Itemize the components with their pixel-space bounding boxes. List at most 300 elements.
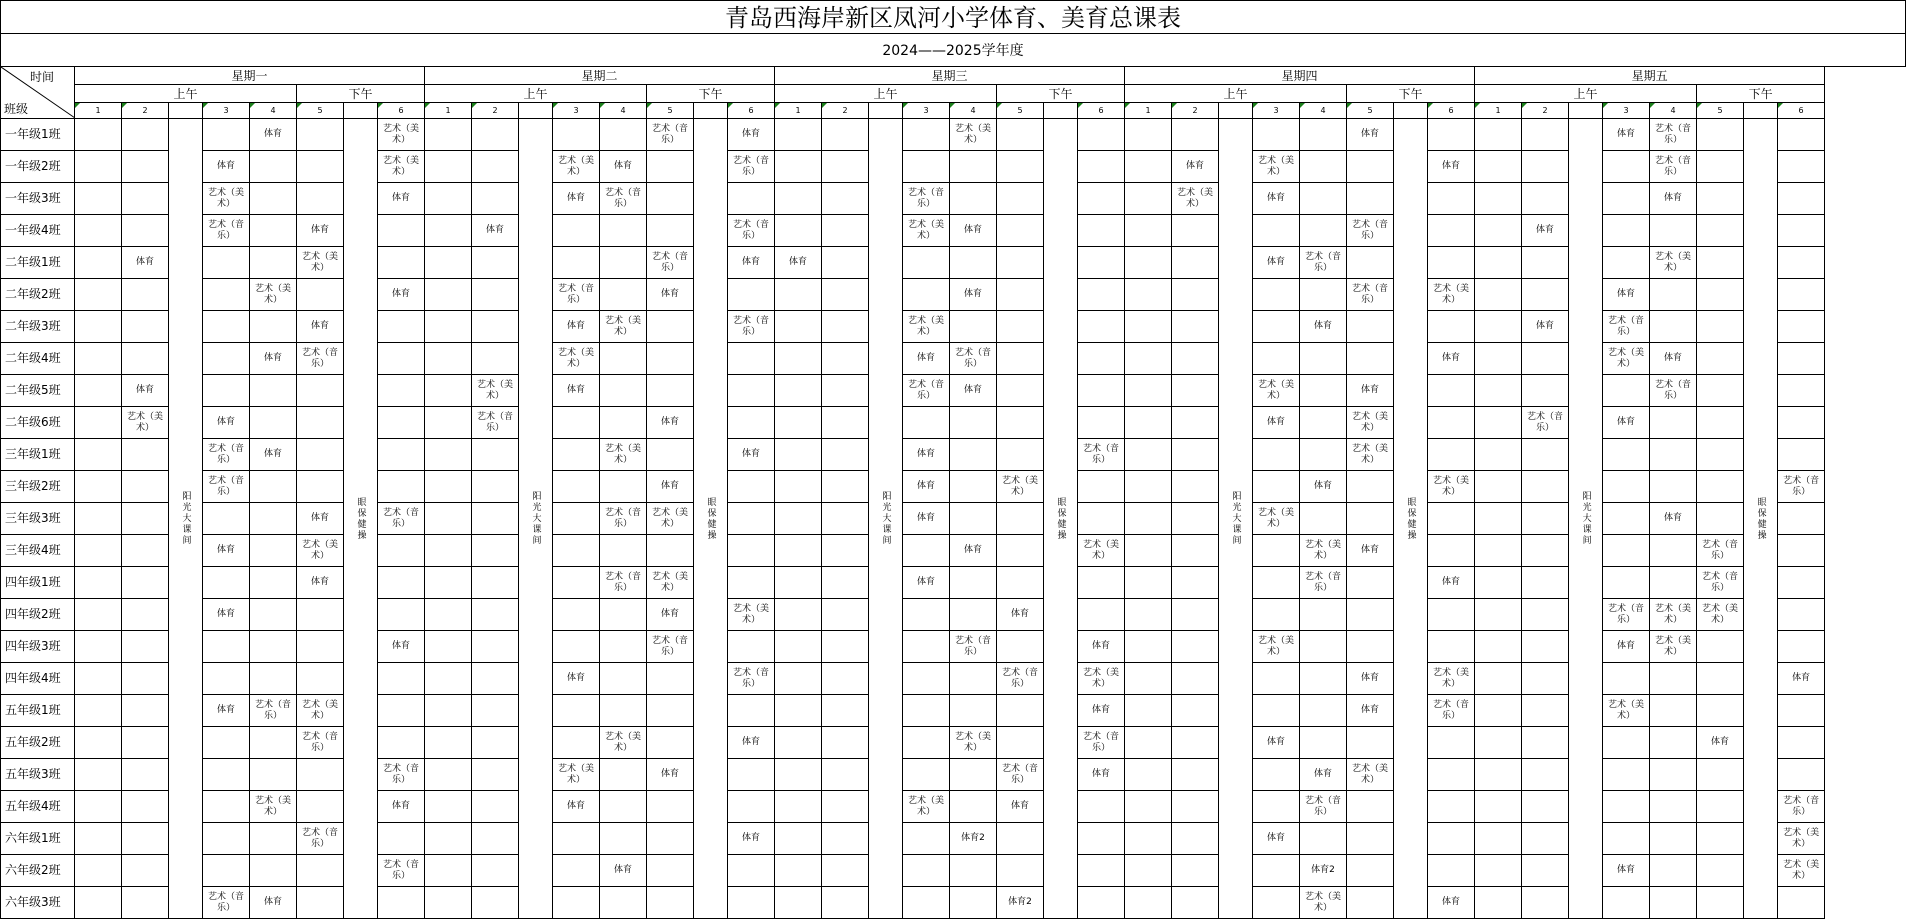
schedule-cell <box>425 119 472 151</box>
schedule-cell <box>1300 599 1347 631</box>
schedule-cell <box>425 887 472 919</box>
schedule-cell <box>903 151 950 183</box>
schedule-cell: 艺术（美术） <box>297 247 344 279</box>
schedule-cell <box>1078 567 1125 599</box>
schedule-cell: 艺术（美术） <box>1347 439 1394 471</box>
schedule-cell <box>1475 759 1522 791</box>
schedule-cell <box>1522 119 1569 151</box>
schedule-cell <box>950 311 997 343</box>
table-row <box>1 567 1825 599</box>
period-number: 5 <box>1697 103 1744 119</box>
schedule-cell <box>1347 791 1394 823</box>
schedule-cell <box>297 471 344 503</box>
schedule-cell <box>297 887 344 919</box>
schedule-cell: 艺术（美术） <box>1428 279 1475 311</box>
morning-break-label: 阳光大课间 <box>1580 491 1591 546</box>
schedule-cell <box>822 407 869 439</box>
schedule-cell <box>378 727 425 759</box>
table-row <box>1 215 1825 247</box>
schedule-cell: 艺术（美术） <box>1347 407 1394 439</box>
schedule-cell <box>1428 727 1475 759</box>
schedule-cell <box>1697 247 1744 279</box>
schedule-cell <box>553 887 600 919</box>
schedule-cell <box>1172 567 1219 599</box>
pm-header: 下午 <box>1697 85 1825 103</box>
schedule-cell <box>203 855 250 887</box>
schedule-cell <box>1428 119 1475 151</box>
eye-exercise-label: 眼保健操 <box>1055 496 1066 541</box>
schedule-cell: 体育 <box>728 727 775 759</box>
schedule-cell <box>1172 791 1219 823</box>
schedule-cell <box>1475 631 1522 663</box>
schedule-cell <box>472 311 519 343</box>
schedule-cell <box>378 215 425 247</box>
schedule-cell <box>1078 407 1125 439</box>
schedule-cell: 体育 <box>1697 727 1744 759</box>
schedule-cell <box>425 823 472 855</box>
schedule-cell <box>1125 215 1172 247</box>
schedule-cell <box>1603 375 1650 407</box>
schedule-cell <box>903 823 950 855</box>
schedule-cell <box>1253 855 1300 887</box>
schedule-cell <box>122 503 169 535</box>
schedule-cell <box>1475 279 1522 311</box>
schedule-cell <box>775 279 822 311</box>
schedule-cell <box>775 663 822 695</box>
schedule-cell: 艺术（美术） <box>903 311 950 343</box>
table-row <box>1 311 1825 343</box>
schedule-cell <box>1253 887 1300 919</box>
schedule-cell <box>75 343 122 375</box>
class-name: 一年级4班 <box>1 215 75 247</box>
schedule-cell <box>1603 439 1650 471</box>
schedule-cell <box>122 471 169 503</box>
schedule-cell <box>1697 823 1744 855</box>
schedule-cell <box>997 311 1044 343</box>
schedule-cell: 艺术（美术） <box>600 439 647 471</box>
schedule-cell <box>1603 183 1650 215</box>
schedule-cell: 体育 <box>203 535 250 567</box>
class-name: 一年级3班 <box>1 183 75 215</box>
schedule-cell <box>472 247 519 279</box>
schedule-cell: 体育 <box>250 119 297 151</box>
schedule-cell: 艺术（美术） <box>728 599 775 631</box>
schedule-cell: 体育 <box>250 343 297 375</box>
schedule-cell: 体育 <box>1603 407 1650 439</box>
schedule-cell <box>1650 855 1697 887</box>
schedule-cell <box>122 727 169 759</box>
schedule-cell <box>553 631 600 663</box>
schedule-cell: 艺术（音乐） <box>600 567 647 599</box>
schedule-cell <box>1650 311 1697 343</box>
schedule-cell <box>600 407 647 439</box>
class-name: 一年级1班 <box>1 119 75 151</box>
schedule-cell: 艺术（美术） <box>378 119 425 151</box>
schedule-cell <box>1603 887 1650 919</box>
schedule-cell: 体育 <box>203 599 250 631</box>
period-number: 5 <box>647 103 694 119</box>
schedule-cell <box>600 663 647 695</box>
schedule-cell: 艺术（美术） <box>1778 823 1825 855</box>
schedule-cell <box>647 439 694 471</box>
schedule-cell <box>1253 663 1300 695</box>
schedule-cell: 艺术（音乐） <box>728 311 775 343</box>
schedule-cell <box>250 759 297 791</box>
schedule-cell <box>1078 791 1125 823</box>
period-number: 2 <box>1522 103 1569 119</box>
schedule-cell: 体育 <box>1603 279 1650 311</box>
schedule-cell: 艺术（音乐） <box>1347 279 1394 311</box>
schedule-cell <box>425 311 472 343</box>
table-row <box>1 183 1825 215</box>
schedule-cell <box>553 823 600 855</box>
schedule-cell: 体育 <box>1078 631 1125 663</box>
schedule-cell <box>1300 663 1347 695</box>
schedule-cell <box>600 823 647 855</box>
period-number: 3 <box>1253 103 1300 119</box>
schedule-cell <box>903 759 950 791</box>
schedule-cell <box>1475 247 1522 279</box>
schedule-cell <box>297 663 344 695</box>
table-row <box>1 599 1825 631</box>
schedule-cell <box>600 599 647 631</box>
schedule-cell <box>122 439 169 471</box>
schedule-cell <box>425 567 472 599</box>
schedule-cell <box>950 759 997 791</box>
schedule-cell <box>1603 759 1650 791</box>
schedule-cell <box>1172 887 1219 919</box>
schedule-cell <box>1172 695 1219 727</box>
schedule-cell <box>1697 791 1744 823</box>
schedule-cell <box>203 823 250 855</box>
schedule-cell <box>600 471 647 503</box>
schedule-cell <box>728 791 775 823</box>
schedule-cell <box>472 535 519 567</box>
schedule-cell <box>1078 151 1125 183</box>
class-name: 二年级2班 <box>1 279 75 311</box>
schedule-cell <box>250 567 297 599</box>
period-number: 1 <box>775 103 822 119</box>
class-name: 六年级3班 <box>1 887 75 919</box>
schedule-cell <box>553 471 600 503</box>
schedule-cell: 体育 <box>250 887 297 919</box>
schedule-cell <box>1172 471 1219 503</box>
schedule-cell <box>822 599 869 631</box>
schedule-cell <box>1125 183 1172 215</box>
schedule-cell: 艺术（音乐） <box>1078 727 1125 759</box>
schedule-cell <box>822 439 869 471</box>
schedule-cell: 艺术（美术） <box>553 343 600 375</box>
schedule-cell <box>1522 279 1569 311</box>
schedule-cell <box>75 375 122 407</box>
schedule-cell: 艺术（音乐） <box>903 183 950 215</box>
schedule-cell <box>1300 151 1347 183</box>
schedule-cell <box>1300 695 1347 727</box>
schedule-cell <box>1300 727 1347 759</box>
schedule-cell <box>1650 791 1697 823</box>
schedule-cell: 体育 <box>1300 311 1347 343</box>
table-row <box>1 343 1825 375</box>
schedule-cell <box>822 823 869 855</box>
period-number: 5 <box>297 103 344 119</box>
period-number: 1 <box>75 103 122 119</box>
schedule-cell <box>1347 855 1394 887</box>
schedule-cell <box>1125 823 1172 855</box>
schedule-cell <box>122 695 169 727</box>
schedule-cell <box>1172 375 1219 407</box>
schedule-cell: 艺术（美术） <box>1078 663 1125 695</box>
schedule-cell <box>122 311 169 343</box>
class-name: 二年级3班 <box>1 311 75 343</box>
schedule-cell <box>1172 599 1219 631</box>
schedule-cell: 体育 <box>1300 759 1347 791</box>
period-number: 3 <box>203 103 250 119</box>
schedule-cell <box>250 855 297 887</box>
schedule-cell <box>822 375 869 407</box>
schedule-cell <box>1778 183 1825 215</box>
schedule-cell: 体育2 <box>1300 855 1347 887</box>
schedule-cell <box>1253 791 1300 823</box>
schedule-cell <box>250 535 297 567</box>
schedule-cell <box>950 471 997 503</box>
schedule-cell <box>1428 503 1475 535</box>
schedule-cell: 艺术（音乐） <box>1347 215 1394 247</box>
schedule-cell <box>1778 503 1825 535</box>
schedule-cell <box>1778 343 1825 375</box>
schedule-cell <box>997 535 1044 567</box>
schedule-cell <box>600 791 647 823</box>
schedule-cell <box>1078 471 1125 503</box>
schedule-cell <box>950 407 997 439</box>
schedule-cell <box>378 375 425 407</box>
schedule-cell: 体育 <box>472 215 519 247</box>
schedule-cell <box>997 823 1044 855</box>
schedule-cell: 体育 <box>1603 855 1650 887</box>
schedule-cell <box>425 759 472 791</box>
schedule-cell <box>1428 247 1475 279</box>
period-number: 6 <box>1078 103 1125 119</box>
schedule-cell <box>472 759 519 791</box>
schedule-cell: 艺术（美术） <box>1428 663 1475 695</box>
schedule-cell <box>728 759 775 791</box>
schedule-cell <box>647 151 694 183</box>
schedule-cell: 艺术（音乐） <box>950 343 997 375</box>
schedule-cell: 体育 <box>378 279 425 311</box>
schedule-cell <box>1650 727 1697 759</box>
schedule-cell: 体育2 <box>950 823 997 855</box>
schedule-cell <box>378 247 425 279</box>
schedule-cell <box>1475 439 1522 471</box>
schedule-cell <box>950 247 997 279</box>
schedule-cell <box>997 439 1044 471</box>
schedule-cell: 体育 <box>1300 471 1347 503</box>
schedule-cell <box>425 727 472 759</box>
schedule-cell <box>1778 759 1825 791</box>
schedule-cell <box>728 567 775 599</box>
schedule-cell: 体育 <box>1428 567 1475 599</box>
schedule-cell <box>1078 855 1125 887</box>
schedule-cell <box>1078 215 1125 247</box>
schedule-cell <box>1603 791 1650 823</box>
schedule-cell <box>1347 343 1394 375</box>
schedule-cell <box>775 823 822 855</box>
schedule-cell: 艺术（美术） <box>122 407 169 439</box>
schedule-cell <box>1253 311 1300 343</box>
schedule-cell <box>903 599 950 631</box>
schedule-cell <box>1475 727 1522 759</box>
schedule-cell: 体育 <box>950 215 997 247</box>
schedule-cell: 体育 <box>775 247 822 279</box>
schedule-cell: 艺术（音乐） <box>378 855 425 887</box>
schedule-cell: 体育 <box>553 375 600 407</box>
schedule-cell: 体育 <box>297 311 344 343</box>
schedule-cell: 艺术（美术） <box>1253 631 1300 663</box>
schedule-cell: 艺术（美术） <box>297 695 344 727</box>
schedule-cell: 艺术（美术） <box>553 759 600 791</box>
schedule-cell <box>903 407 950 439</box>
schedule-cell <box>950 599 997 631</box>
schedule-cell <box>1697 343 1744 375</box>
schedule-cell: 体育 <box>553 663 600 695</box>
schedule-cell <box>647 823 694 855</box>
schedule-cell <box>903 887 950 919</box>
schedule-cell <box>1172 311 1219 343</box>
schedule-cell <box>1172 535 1219 567</box>
morning-break-label: 阳光大课间 <box>1230 491 1241 546</box>
schedule-cell <box>75 119 122 151</box>
schedule-cell: 体育 <box>1347 663 1394 695</box>
table-row <box>1 151 1825 183</box>
schedule-cell <box>775 151 822 183</box>
schedule-cell <box>1522 599 1569 631</box>
schedule-cell <box>1603 503 1650 535</box>
schedule-cell: 艺术（美术） <box>1253 151 1300 183</box>
schedule-cell <box>1475 215 1522 247</box>
schedule-cell <box>1078 503 1125 535</box>
schedule-cell <box>75 439 122 471</box>
schedule-cell <box>728 343 775 375</box>
schedule-cell <box>472 599 519 631</box>
schedule-cell <box>1428 759 1475 791</box>
schedule-cell <box>122 759 169 791</box>
schedule-cell <box>203 567 250 599</box>
schedule-cell: 艺术（音乐） <box>1778 791 1825 823</box>
schedule-cell <box>950 791 997 823</box>
schedule-cell: 艺术（音乐） <box>1650 375 1697 407</box>
schedule-cell <box>997 567 1044 599</box>
schedule-cell <box>1603 823 1650 855</box>
schedule-cell <box>250 599 297 631</box>
schedule-cell: 体育 <box>1347 119 1394 151</box>
schedule-cell <box>1300 215 1347 247</box>
schedule-cell <box>1522 727 1569 759</box>
schedule-cell <box>250 663 297 695</box>
schedule-cell <box>1778 407 1825 439</box>
schedule-cell <box>1253 279 1300 311</box>
schedule-cell <box>600 343 647 375</box>
schedule-cell <box>75 887 122 919</box>
schedule-cell <box>1125 407 1172 439</box>
table-row <box>1 247 1825 279</box>
schedule-cell <box>728 855 775 887</box>
schedule-cell <box>1778 151 1825 183</box>
schedule-cell <box>1522 823 1569 855</box>
period-number: 1 <box>1475 103 1522 119</box>
schedule-cell: 体育 <box>1347 695 1394 727</box>
schedule-cell: 体育 <box>1428 343 1475 375</box>
schedule-cell <box>1347 503 1394 535</box>
schedule-cell: 体育 <box>1172 151 1219 183</box>
schedule-cell <box>1697 663 1744 695</box>
schedule-cell <box>203 727 250 759</box>
schedule-cell <box>903 535 950 567</box>
schedule-cell: 艺术（美术） <box>1650 599 1697 631</box>
schedule-cell <box>775 535 822 567</box>
schedule-cell <box>822 631 869 663</box>
morning-break-column <box>869 119 903 919</box>
schedule-cell: 艺术（音乐） <box>997 759 1044 791</box>
schedule-cell <box>822 759 869 791</box>
schedule-cell: 艺术（美术） <box>1697 599 1744 631</box>
schedule-cell <box>997 727 1044 759</box>
schedule-cell <box>203 791 250 823</box>
morning-break-column <box>1569 119 1603 919</box>
schedule-cell <box>297 151 344 183</box>
schedule-cell <box>1475 183 1522 215</box>
schedule-cell <box>775 503 822 535</box>
schedule-cell: 艺术（美术） <box>1253 503 1300 535</box>
schedule-cell: 体育 <box>1650 343 1697 375</box>
schedule-cell: 艺术（美术） <box>1300 535 1347 567</box>
schedule-cell <box>822 343 869 375</box>
schedule-cell <box>1253 535 1300 567</box>
schedule-cell <box>775 631 822 663</box>
schedule-cell <box>425 343 472 375</box>
schedule-cell <box>1125 567 1172 599</box>
schedule-cell <box>822 471 869 503</box>
schedule-cell <box>1347 727 1394 759</box>
schedule-cell <box>122 535 169 567</box>
schedule-cell <box>75 151 122 183</box>
schedule-cell <box>1078 343 1125 375</box>
schedule-cell <box>647 375 694 407</box>
schedule-cell <box>425 855 472 887</box>
schedule-cell <box>1125 503 1172 535</box>
schedule-cell <box>122 119 169 151</box>
schedule-cell <box>728 407 775 439</box>
schedule-cell: 体育 <box>378 631 425 663</box>
schedule-cell: 艺术（音乐） <box>1697 567 1744 599</box>
schedule-cell: 体育 <box>903 439 950 471</box>
schedule-cell: 艺术（音乐） <box>1778 471 1825 503</box>
schedule-cell <box>250 151 297 183</box>
schedule-cell <box>1475 695 1522 727</box>
schedule-cell <box>775 407 822 439</box>
pm-header: 下午 <box>647 85 775 103</box>
schedule-cell <box>822 567 869 599</box>
schedule-cell: 体育 <box>553 791 600 823</box>
schedule-cell <box>553 727 600 759</box>
schedule-cell <box>647 311 694 343</box>
schedule-cell <box>1428 599 1475 631</box>
schedule-cell <box>1078 599 1125 631</box>
class-name: 五年级1班 <box>1 695 75 727</box>
morning-break-column <box>519 119 553 919</box>
schedule-cell <box>1650 567 1697 599</box>
schedule-cell <box>1125 599 1172 631</box>
schedule-cell: 艺术（美术） <box>250 791 297 823</box>
page-title: 青岛西海岸新区凤河小学体育、美育总课表 <box>0 0 1906 34</box>
